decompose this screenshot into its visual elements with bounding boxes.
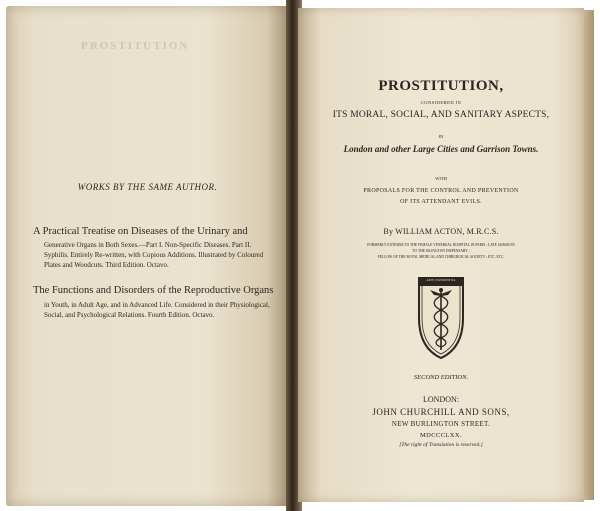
work2-line: Social, and Psychological Relations. Fourth Edition. Octavo. <box>44 311 215 319</box>
publisher-emblem <box>416 270 466 362</box>
bleed-through-text: PROSTITUTION <box>81 40 190 52</box>
work1-line: Plates and Woodcuts. Third Edition. Octavo. <box>44 261 169 269</box>
year-line: MDCCCLXX. <box>419 432 463 439</box>
work1-title: A Practical Treatise on Diseases of the Urinary and <box>33 226 248 237</box>
place-line: LONDON: <box>423 395 459 404</box>
proposals-line-2: OF ITS ATTENDANT EVILS. <box>400 199 482 205</box>
with-word: WITH <box>435 176 447 181</box>
page-edges <box>584 10 594 500</box>
credentials-line: FORMERLY EXTERNE TO THE FEMALE VENEREAL HOSPITAL IN PARIS ; LATE SURGEON <box>367 243 515 247</box>
rights-line: [The right of Translation is reserved.] <box>399 442 483 448</box>
in-word: IN <box>438 134 444 139</box>
proposals-line-1: PROPOSALS FOR THE CONTROL AND PREVENTION <box>363 188 519 194</box>
title-page <box>298 8 584 502</box>
work1-line: Syphilis. Entirely Re-written, with Copious Additions. Illustrated by Coloured <box>44 251 264 259</box>
work1-line: Generative Organs in Both Sexes.—Part I. Non-Specific Diseases. Part II. <box>44 241 252 249</box>
work2-line: in Youth, in Adult Age, and in Advanced Life. Considered in their Physiological, <box>44 301 270 309</box>
emblem-motto: ARTE EXPERIENTIA <box>426 279 456 282</box>
left-page <box>6 6 289 506</box>
work2-title: The Functions and Disorders of the Reproductive Organs <box>33 285 274 296</box>
book-title: PROSTITUTION, <box>378 78 504 94</box>
author-line: By WILLIAM ACTON, M.R.C.S. <box>383 227 499 236</box>
street-line: NEW BURLINGTON STREET. <box>391 420 491 428</box>
credentials-line: FELLOW OF THE ROYAL MEDICAL AND CHIRURGICAL SOCIETY ; ETC. ETC. <box>377 255 505 259</box>
considered-in: CONSIDERED IN <box>420 100 462 105</box>
cities-line: London and other Large Cities and Garrison Towns. <box>343 144 539 154</box>
edition-line: SECOND EDITION. <box>413 374 469 381</box>
aspects-line: ITS MORAL, SOCIAL, AND SANITARY ASPECTS, <box>332 110 550 120</box>
works-heading: WORKS BY THE SAME AUTHOR. <box>77 182 218 192</box>
credentials-line: TO THE ISLINGTON DISPENSARY ; <box>412 249 470 253</box>
publisher-line: JOHN CHURCHILL AND SONS, <box>372 407 510 417</box>
